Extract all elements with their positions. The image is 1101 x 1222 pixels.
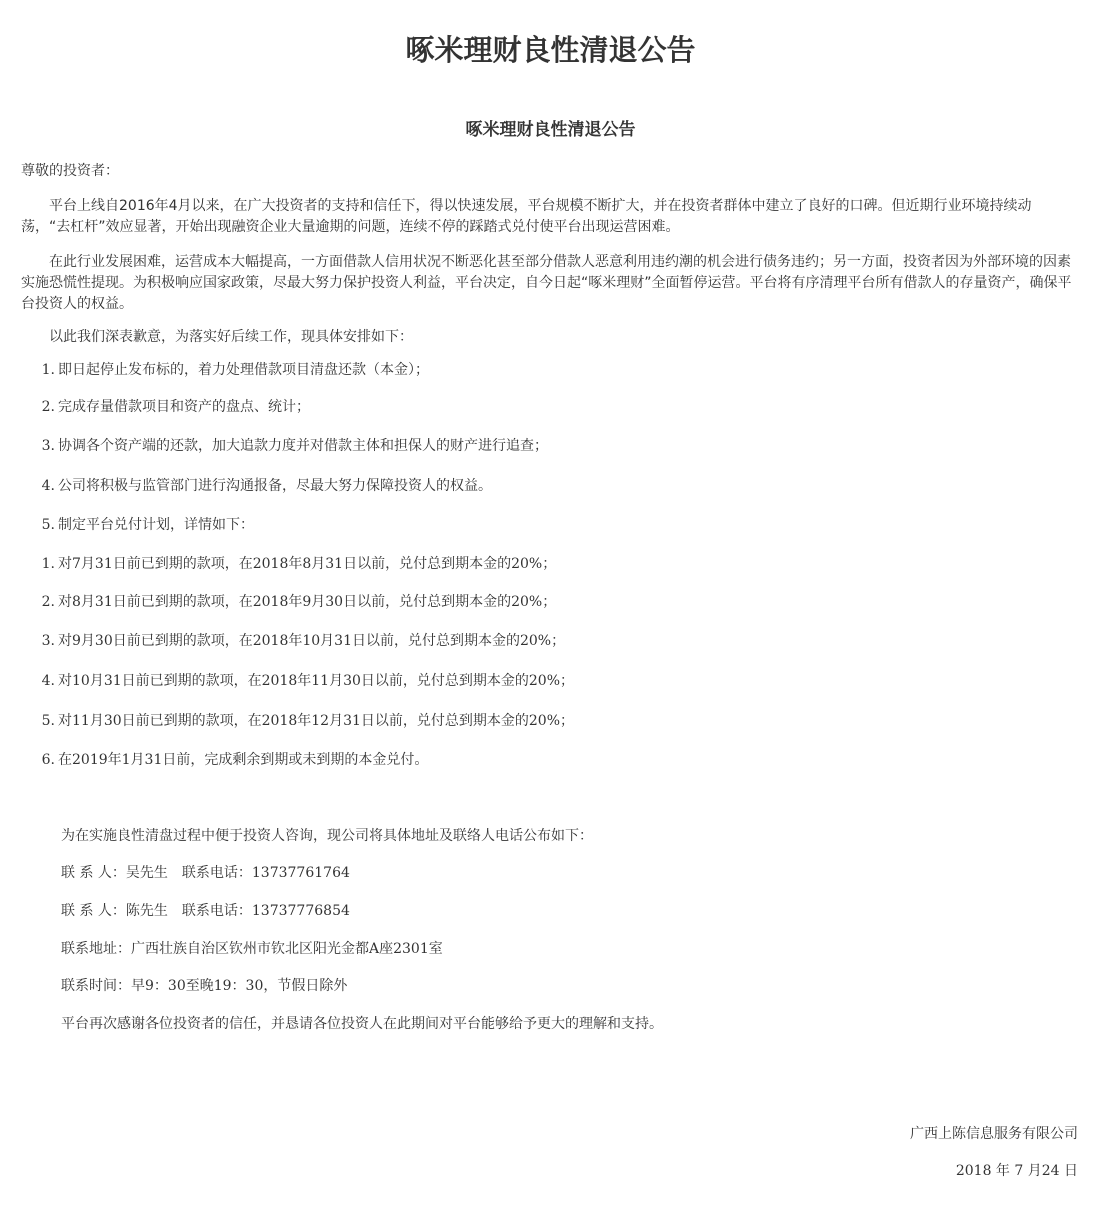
company-name: 广西上陈信息服务有限公司 xyxy=(910,1126,1078,1142)
thanks-text: 平台再次感谢各位投资者的信任，并恳请各位投资人在此期间对平台能够给予更大的理解和支持。 xyxy=(61,1016,663,1032)
list-item: 6. 在2019年1月31日前，完成剩余到期或未到期的本金兑付。 xyxy=(41,752,429,768)
contact-address: 联系地址：广西壮族自治区钦州市钦北区阳光金都A座2301室 xyxy=(61,941,443,957)
paragraph-apology: 以此我们深表歉意，为落实好后续工作，现具体安排如下： xyxy=(49,329,413,345)
contact-hours: 联系时间：早9：30至晚19：30，节假日除外 xyxy=(61,978,348,994)
list-item: 2. 完成存量借款项目和资产的盘点、统计； xyxy=(41,399,310,415)
contact-person-chen: 联 系 人：陈先生 联系电话：13737776854 xyxy=(61,903,350,919)
paragraph-situation: 在此行业发展困难，运营成本大幅提高，一方面借款人信用状况不断恶化甚至部分借款人恶意利用违约潮的机会进行债务违约；另一方面，投资者因为外部环境的因素实施恐慌性提现。为积极响应国家政策，尽最大努力保护投资人利益，平台决定，自今日起“啄米理财”全面暂停运营。平台将有序清理平台所有借款人的存量资产，确保平台投资人的权益。 xyxy=(21,254,1072,312)
list-item: 5. 制定平台兑付计划，详情如下： xyxy=(41,517,254,533)
list-item: 3. 协调各个资产端的还款，加大追款力度并对借款主体和担保人的财产进行追查； xyxy=(41,438,548,454)
page-title: 啄米理财良性清退公告 xyxy=(405,33,696,67)
list-item: 4. 对10月31日前已到期的款项，在2018年11月30日以前，兑付总到期本金的20%； xyxy=(41,673,575,689)
contact-person-wu: 联 系 人：吴先生 联系电话：13737761764 xyxy=(61,865,350,881)
document-title: 啄米理财良性清退公告 xyxy=(465,120,636,140)
list-item: 1. 对7月31日前已到期的款项，在2018年8月31日以前，兑付总到期本金的20%； xyxy=(41,556,557,572)
greeting: 尊敬的投资者： xyxy=(21,163,119,179)
contact-intro: 为在实施良性清盘过程中便于投资人咨询，现公司将具体地址及联络人电话公布如下： xyxy=(61,828,593,844)
paragraph-intro: 平台上线自2016年4月以来，在广大投资者的支持和信任下，得以快速发展，平台规模不断扩大，并在投资者群体中建立了良好的口碑。但近期行业环境持续动荡，“去杠杆”效应显著，开始出现融资企业大量逾期的问题，连续不停的踩踏式兑付使平台出现运营困难。 xyxy=(21,198,1032,235)
list-item: 4. 公司将积极与监管部门进行沟通报备，尽最大努力保障投资人的权益。 xyxy=(41,478,492,494)
list-item: 5. 对11月30日前已到期的款项，在2018年12月31日以前，兑付总到期本金的20%； xyxy=(41,713,575,729)
list-item: 3. 对9月30日前已到期的款项，在2018年10月31日以前，兑付总到期本金的20%； xyxy=(41,633,566,649)
list-item: 2. 对8月31日前已到期的款项，在2018年9月30日以前，兑付总到期本金的20%； xyxy=(41,594,557,610)
list-item: 1. 即日起停止发布标的，着力处理借款项目清盘还款（本金）； xyxy=(41,362,429,378)
signature-date: 2018 年 7 月24 日 xyxy=(955,1163,1078,1179)
